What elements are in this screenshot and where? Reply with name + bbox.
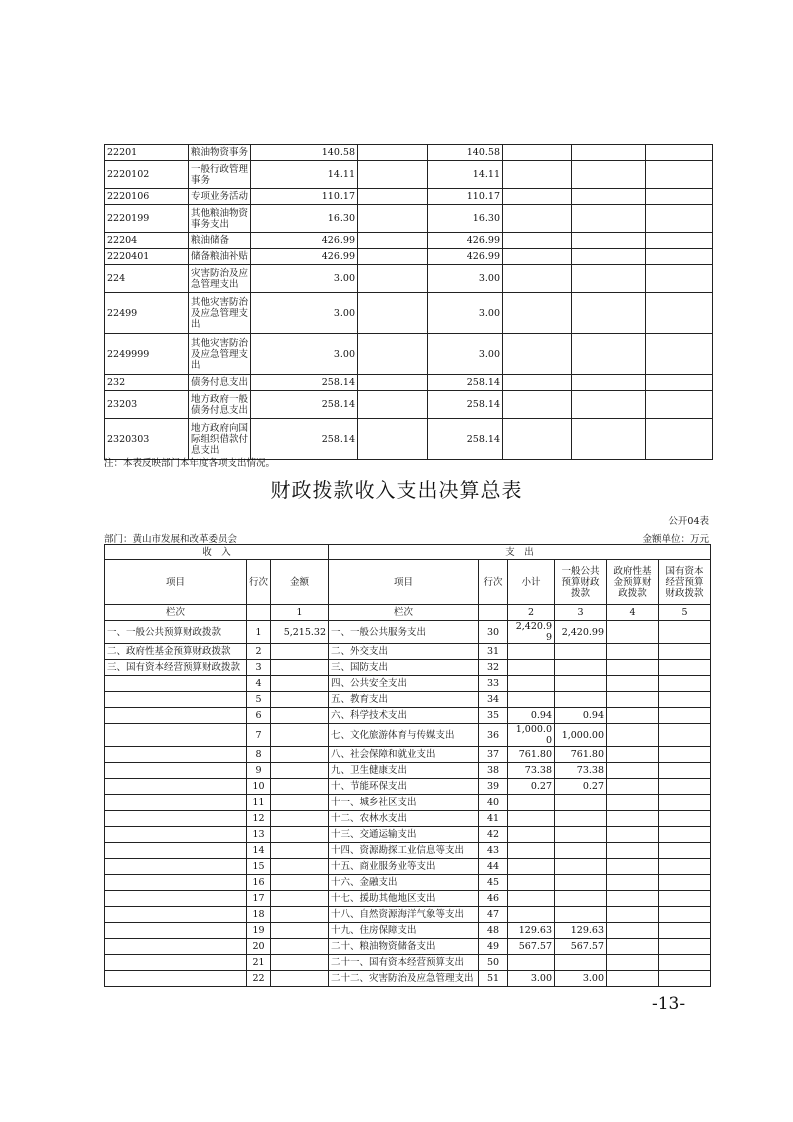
table-row xyxy=(105,907,711,923)
expense-subtotal xyxy=(508,692,555,708)
expense-item: 十一、城乡社区支出 xyxy=(329,795,479,811)
income-amount xyxy=(271,939,329,955)
expense-line: 35 xyxy=(479,708,508,724)
income-amount xyxy=(271,955,329,971)
expense-line: 48 xyxy=(479,923,508,939)
expense-item: 二、外交支出 xyxy=(329,644,479,660)
table-row xyxy=(105,644,711,660)
income-amount xyxy=(271,708,329,724)
expense-subtotal: 129.63 xyxy=(508,923,555,939)
lanci-label-2: 栏次 xyxy=(329,605,479,621)
expense-subtotal xyxy=(508,795,555,811)
expense-general-budget xyxy=(555,859,607,875)
expense-item: 二十二、灾害防治及应急管理支出 xyxy=(329,971,479,987)
income-item xyxy=(105,692,247,708)
col-num-5: 5 xyxy=(659,605,711,621)
expense-item: 二十、粮油物资储备支出 xyxy=(329,939,479,955)
row-amount-total: 3.00 xyxy=(251,334,358,375)
income-line: 5 xyxy=(247,692,271,708)
income-line: 6 xyxy=(247,708,271,724)
expense-general-budget: 567.57 xyxy=(555,939,607,955)
expense-item: 十三、交通运输支出 xyxy=(329,827,479,843)
expense-item: 十八、自然资源海洋气象等支出 xyxy=(329,907,479,923)
col-num-2: 2 xyxy=(508,605,555,621)
income-amount xyxy=(271,779,329,795)
table-row xyxy=(105,708,711,724)
expense-line: 39 xyxy=(479,779,508,795)
income-amount xyxy=(271,660,329,676)
table-row xyxy=(105,939,711,955)
expense-item: 十九、住房保障支出 xyxy=(329,923,479,939)
income-amount xyxy=(271,676,329,692)
income-amount xyxy=(271,875,329,891)
row-amount-total: 258.14 xyxy=(251,375,358,391)
income-item xyxy=(105,939,247,955)
col-item: 项目 xyxy=(105,560,247,605)
income-line: 10 xyxy=(247,779,271,795)
expense-line: 47 xyxy=(479,907,508,923)
table-row xyxy=(105,971,711,987)
table-row xyxy=(105,676,711,692)
expense-subtotal: 567.57 xyxy=(508,939,555,955)
expense-item: 十七、援助其他地区支出 xyxy=(329,891,479,907)
expense-header: 支 出 xyxy=(329,545,711,560)
expense-line: 36 xyxy=(479,724,508,747)
row-amount-basic: 426.99 xyxy=(428,249,503,265)
expense-subtotal: 0.94 xyxy=(508,708,555,724)
income-line: 7 xyxy=(247,724,271,747)
row-code: 2220401 xyxy=(105,249,189,265)
table-row xyxy=(105,265,713,293)
expense-line: 41 xyxy=(479,811,508,827)
income-item xyxy=(105,827,247,843)
table-row xyxy=(105,827,711,843)
expense-general-budget: 73.38 xyxy=(555,763,607,779)
expense-item: 三、国防支出 xyxy=(329,660,479,676)
expense-subtotal xyxy=(508,955,555,971)
expense-item: 十四、资源勘探工业信息等支出 xyxy=(329,843,479,859)
expense-item: 四、公共安全支出 xyxy=(329,676,479,692)
income-amount xyxy=(271,907,329,923)
expense-line: 51 xyxy=(479,971,508,987)
table-note: 注：本表反映部门本年度各项支出情况。 xyxy=(104,458,276,469)
column-number-row xyxy=(105,605,711,621)
income-item xyxy=(105,795,247,811)
expense-general-budget xyxy=(555,827,607,843)
row-name: 其他粮油物资事务支出 xyxy=(189,205,251,233)
income-amount xyxy=(271,827,329,843)
table-row xyxy=(105,145,713,161)
income-line: 16 xyxy=(247,875,271,891)
row-code: 22204 xyxy=(105,233,189,249)
expense-item: 一、一般公共服务支出 xyxy=(329,621,479,644)
table-row xyxy=(105,955,711,971)
row-code: 2220102 xyxy=(105,161,189,189)
row-code: 232 xyxy=(105,375,189,391)
expense-general-budget xyxy=(555,875,607,891)
expense-line: 45 xyxy=(479,875,508,891)
income-line: 19 xyxy=(247,923,271,939)
row-amount-total: 258.14 xyxy=(251,419,358,460)
expense-general-budget: 1,000.00 xyxy=(555,724,607,747)
expense-item: 六、科学技术支出 xyxy=(329,708,479,724)
row-amount-total: 3.00 xyxy=(251,293,358,334)
col-num-3: 3 xyxy=(555,605,607,621)
income-item: 三、国有资本经营预算财政拨款 xyxy=(105,660,247,676)
row-code: 22499 xyxy=(105,293,189,334)
income-amount xyxy=(271,891,329,907)
income-amount xyxy=(271,763,329,779)
income-item xyxy=(105,891,247,907)
income-line: 17 xyxy=(247,891,271,907)
income-amount xyxy=(271,692,329,708)
expense-general-budget: 129.63 xyxy=(555,923,607,939)
expense-line: 31 xyxy=(479,644,508,660)
table-row xyxy=(105,859,711,875)
income-line: 4 xyxy=(247,676,271,692)
expense-item: 七、文化旅游体育与传媒支出 xyxy=(329,724,479,747)
expense-subtotal xyxy=(508,644,555,660)
row-amount-total: 3.00 xyxy=(251,265,358,293)
table-row xyxy=(105,724,711,747)
income-line: 14 xyxy=(247,843,271,859)
income-line: 15 xyxy=(247,859,271,875)
lanci-label: 栏次 xyxy=(105,605,247,621)
expense-subtotal xyxy=(508,859,555,875)
expense-subtotal: 1,000.00 xyxy=(508,724,555,747)
col-subtotal: 小计 xyxy=(508,560,555,605)
row-amount-total: 110.17 xyxy=(251,189,358,205)
table-row xyxy=(105,419,713,460)
row-code: 2320303 xyxy=(105,419,189,460)
table-row xyxy=(105,763,711,779)
expense-item: 十二、农林水支出 xyxy=(329,811,479,827)
expense-item: 八、社会保障和就业支出 xyxy=(329,747,479,763)
expense-general-budget xyxy=(555,891,607,907)
col-item-2: 项目 xyxy=(329,560,479,605)
row-code: 2220106 xyxy=(105,189,189,205)
expense-subtotal xyxy=(508,827,555,843)
table-row xyxy=(105,875,711,891)
table-code: 公开04表 xyxy=(668,516,709,527)
income-item xyxy=(105,811,247,827)
income-item xyxy=(105,907,247,923)
expense-subtotal xyxy=(508,843,555,859)
table-row xyxy=(105,660,711,676)
table-row xyxy=(105,334,713,375)
row-name: 地方政府一般债务付息支出 xyxy=(189,391,251,419)
income-item xyxy=(105,955,247,971)
row-amount-total: 16.30 xyxy=(251,205,358,233)
table-row xyxy=(105,205,713,233)
row-amount-basic: 258.14 xyxy=(428,375,503,391)
page-title: 财政拨款收入支出决算总表 xyxy=(270,478,523,502)
col-general-budget: 一般公共预算财政拨款 xyxy=(555,560,607,605)
table-row xyxy=(105,391,713,419)
col-line: 行次 xyxy=(247,560,271,605)
row-amount-total: 426.99 xyxy=(251,249,358,265)
expense-line: 40 xyxy=(479,795,508,811)
expense-detail-table xyxy=(104,144,713,460)
expense-general-budget xyxy=(555,843,607,859)
income-amount xyxy=(271,795,329,811)
table-row xyxy=(105,843,711,859)
income-item xyxy=(105,763,247,779)
expense-general-budget xyxy=(555,660,607,676)
expense-line: 30 xyxy=(479,621,508,644)
page-number: -13- xyxy=(652,994,686,1014)
expense-subtotal: 761.80 xyxy=(508,747,555,763)
expense-subtotal xyxy=(508,891,555,907)
row-name: 其他灾害防治及应急管理支出 xyxy=(189,334,251,375)
table-row xyxy=(105,891,711,907)
row-amount-basic: 426.99 xyxy=(428,233,503,249)
table-row xyxy=(105,293,713,334)
income-amount xyxy=(271,644,329,660)
income-amount xyxy=(271,923,329,939)
income-item xyxy=(105,859,247,875)
expense-item: 十六、金融支出 xyxy=(329,875,479,891)
row-name: 地方政府向国际组织借款付息支出 xyxy=(189,419,251,460)
table-row xyxy=(105,779,711,795)
row-name: 债务付息支出 xyxy=(189,375,251,391)
expense-general-budget xyxy=(555,644,607,660)
income-amount xyxy=(271,843,329,859)
income-amount xyxy=(271,971,329,987)
expense-line: 34 xyxy=(479,692,508,708)
expense-subtotal: 0.27 xyxy=(508,779,555,795)
row-code: 22201 xyxy=(105,145,189,161)
income-item xyxy=(105,971,247,987)
amount-unit-label: 金额单位：万元 xyxy=(642,534,709,545)
table-row xyxy=(105,692,711,708)
row-name: 粮油物资事务 xyxy=(189,145,251,161)
section-header-row xyxy=(105,545,711,560)
expense-item: 五、教育支出 xyxy=(329,692,479,708)
row-amount-total: 426.99 xyxy=(251,233,358,249)
income-item xyxy=(105,779,247,795)
income-line: 3 xyxy=(247,660,271,676)
income-header: 收 入 xyxy=(105,545,329,560)
row-code: 2220199 xyxy=(105,205,189,233)
expense-general-budget xyxy=(555,676,607,692)
income-line: 22 xyxy=(247,971,271,987)
expense-line: 44 xyxy=(479,859,508,875)
income-line: 21 xyxy=(247,955,271,971)
expense-item: 十五、商业服务业等支出 xyxy=(329,859,479,875)
expense-general-budget: 0.27 xyxy=(555,779,607,795)
expense-line: 50 xyxy=(479,955,508,971)
income-item xyxy=(105,747,247,763)
expense-line: 38 xyxy=(479,763,508,779)
expense-subtotal xyxy=(508,907,555,923)
expense-subtotal xyxy=(508,660,555,676)
table-row xyxy=(105,249,713,265)
income-item xyxy=(105,708,247,724)
expense-line: 42 xyxy=(479,827,508,843)
expense-general-budget xyxy=(555,811,607,827)
fiscal-appropriation-summary-table xyxy=(104,544,711,987)
expense-subtotal xyxy=(508,676,555,692)
income-amount xyxy=(271,859,329,875)
income-line: 9 xyxy=(247,763,271,779)
income-item xyxy=(105,843,247,859)
income-item xyxy=(105,875,247,891)
income-item xyxy=(105,923,247,939)
expense-line: 33 xyxy=(479,676,508,692)
table-row xyxy=(105,233,713,249)
expense-subtotal: 2,420.99 xyxy=(508,621,555,644)
expense-subtotal: 73.38 xyxy=(508,763,555,779)
table-row xyxy=(105,795,711,811)
col-gov-fund: 政府性基金预算财政拨款 xyxy=(607,560,659,605)
col-soe-capital: 国有资本经营预算财政拨款 xyxy=(659,560,711,605)
row-code: 2249999 xyxy=(105,334,189,375)
row-amount-basic: 140.58 xyxy=(428,145,503,161)
expense-subtotal: 3.00 xyxy=(508,971,555,987)
table-row xyxy=(105,375,713,391)
expense-subtotal xyxy=(508,875,555,891)
department-label: 部门：黄山市发展和改革委员会 xyxy=(104,534,238,545)
col-num-1: 1 xyxy=(271,605,329,621)
row-amount-basic: 14.11 xyxy=(428,161,503,189)
row-name: 其他灾害防治及应急管理支出 xyxy=(189,293,251,334)
expense-general-budget xyxy=(555,955,607,971)
expense-general-budget xyxy=(555,907,607,923)
row-code: 23203 xyxy=(105,391,189,419)
col-line-2: 行次 xyxy=(479,560,508,605)
col-num-4: 4 xyxy=(607,605,659,621)
income-line: 12 xyxy=(247,811,271,827)
row-name: 灾害防治及应急管理支出 xyxy=(189,265,251,293)
income-amount xyxy=(271,747,329,763)
table-row xyxy=(105,923,711,939)
table-row xyxy=(105,747,711,763)
table-row xyxy=(105,621,711,644)
expense-item: 二十一、国有资本经营预算支出 xyxy=(329,955,479,971)
income-item xyxy=(105,676,247,692)
income-item: 一、一般公共预算财政拨款 xyxy=(105,621,247,644)
row-amount-basic: 110.17 xyxy=(428,189,503,205)
row-amount-basic: 3.00 xyxy=(428,265,503,293)
expense-line: 46 xyxy=(479,891,508,907)
row-amount-total: 14.11 xyxy=(251,161,358,189)
expense-general-budget xyxy=(555,795,607,811)
row-amount-basic: 3.00 xyxy=(428,334,503,375)
expense-general-budget: 2,420.99 xyxy=(555,621,607,644)
expense-general-budget: 3.00 xyxy=(555,971,607,987)
row-name: 储备粮油补贴 xyxy=(189,249,251,265)
col-amount: 金额 xyxy=(271,560,329,605)
income-item xyxy=(105,724,247,747)
expense-line: 49 xyxy=(479,939,508,955)
income-line: 18 xyxy=(247,907,271,923)
income-line: 8 xyxy=(247,747,271,763)
row-amount-basic: 3.00 xyxy=(428,293,503,334)
income-line: 11 xyxy=(247,795,271,811)
row-name: 粮油储备 xyxy=(189,233,251,249)
expense-item: 十、节能环保支出 xyxy=(329,779,479,795)
row-name: 一般行政管理事务 xyxy=(189,161,251,189)
row-amount-basic: 16.30 xyxy=(428,205,503,233)
row-amount-total: 258.14 xyxy=(251,391,358,419)
row-amount-total: 140.58 xyxy=(251,145,358,161)
row-name: 专项业务活动 xyxy=(189,189,251,205)
income-amount xyxy=(271,724,329,747)
income-line: 20 xyxy=(247,939,271,955)
expense-general-budget xyxy=(555,692,607,708)
table-row xyxy=(105,189,713,205)
row-code: 224 xyxy=(105,265,189,293)
column-header-row xyxy=(105,560,711,605)
income-line: 2 xyxy=(247,644,271,660)
income-amount: 5,215.32 xyxy=(271,621,329,644)
table-row xyxy=(105,161,713,189)
expense-general-budget: 0.94 xyxy=(555,708,607,724)
row-amount-basic: 258.14 xyxy=(428,419,503,460)
income-line: 1 xyxy=(247,621,271,644)
expense-line: 32 xyxy=(479,660,508,676)
expense-general-budget: 761.80 xyxy=(555,747,607,763)
expense-line: 37 xyxy=(479,747,508,763)
expense-item: 九、卫生健康支出 xyxy=(329,763,479,779)
row-amount-basic: 258.14 xyxy=(428,391,503,419)
income-item: 二、政府性基金预算财政拨款 xyxy=(105,644,247,660)
expense-subtotal xyxy=(508,811,555,827)
table-row xyxy=(105,811,711,827)
income-amount xyxy=(271,811,329,827)
income-line: 13 xyxy=(247,827,271,843)
expense-line: 43 xyxy=(479,843,508,859)
